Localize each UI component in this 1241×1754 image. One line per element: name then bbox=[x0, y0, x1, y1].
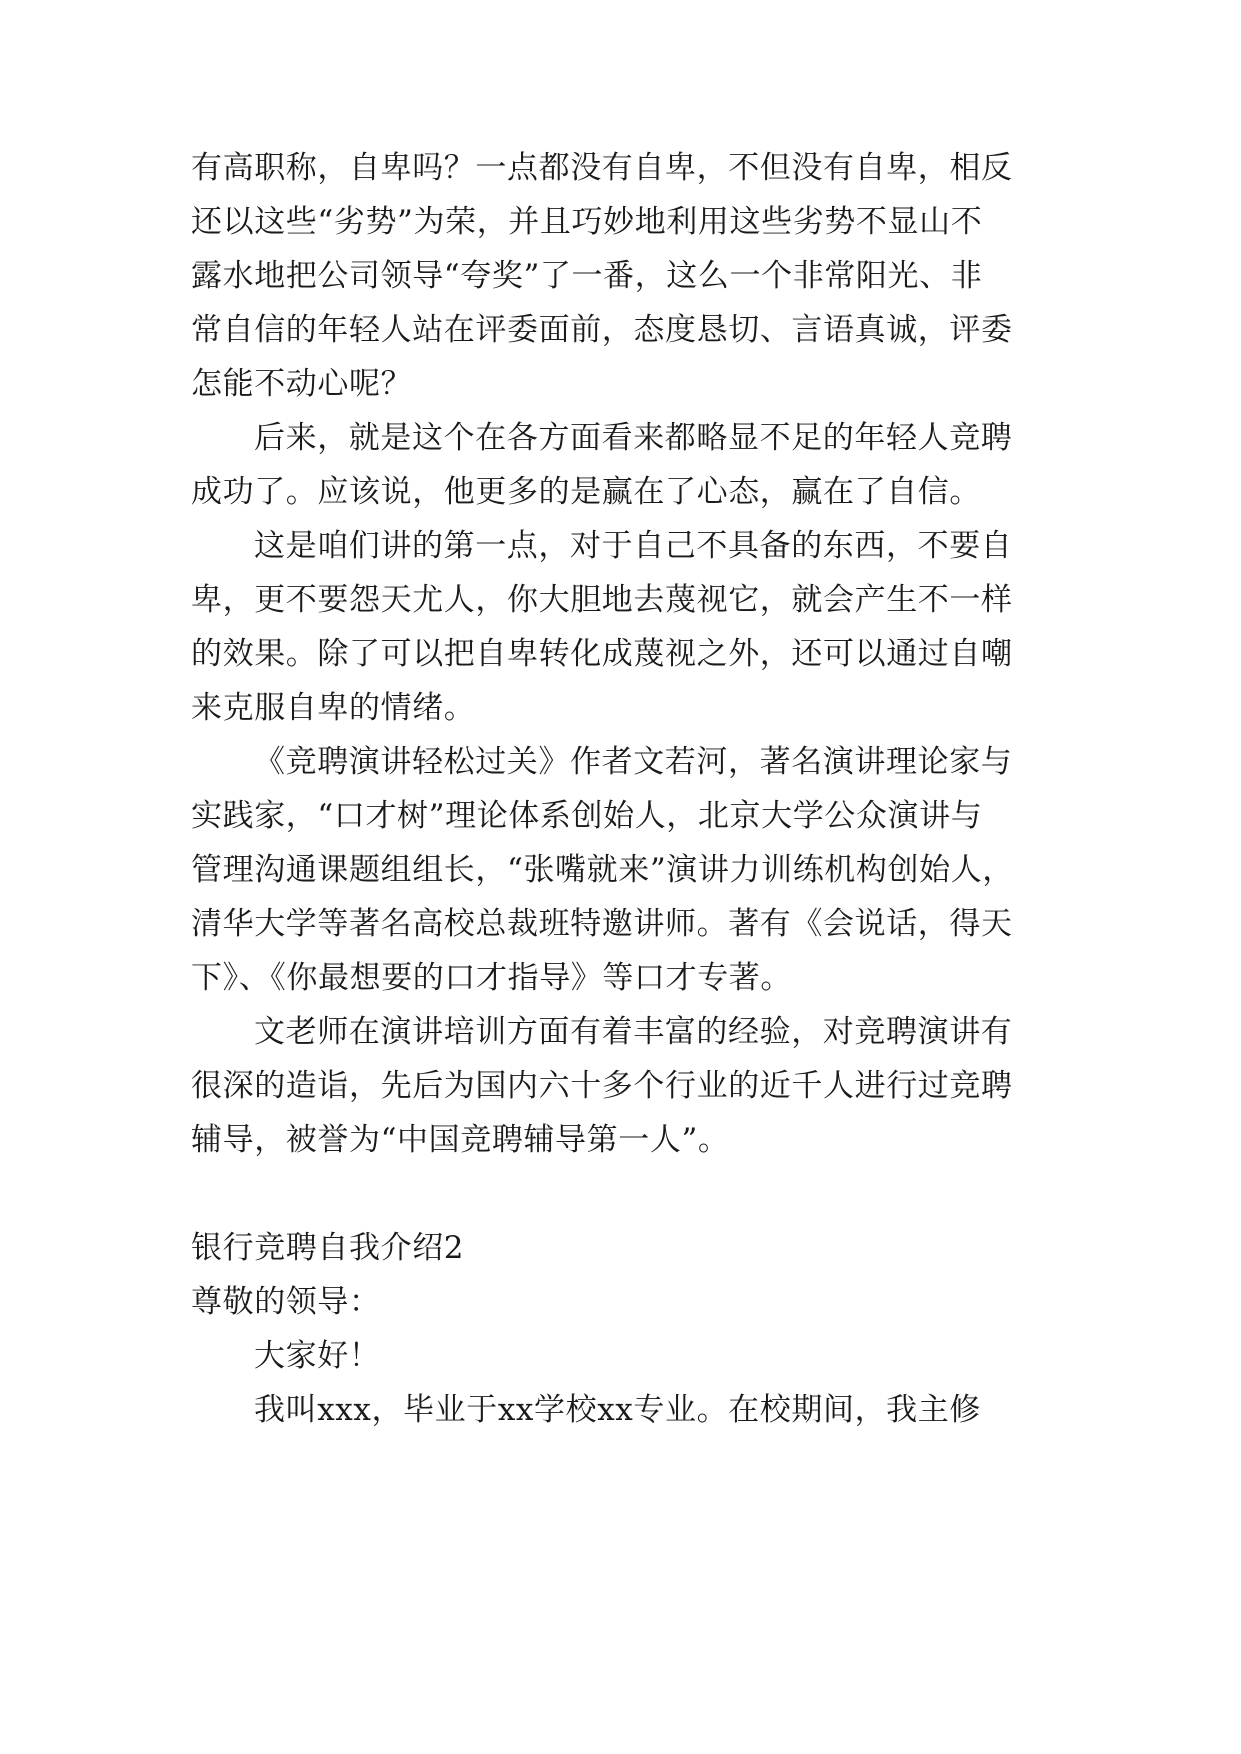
paragraph-line: 这是咱们讲的第一点，对于自己不具备的东西，不要自 bbox=[254, 528, 1013, 564]
salutation: 尊敬的领导： bbox=[191, 1284, 381, 1320]
paragraph-line: 后来，就是这个在各方面看来都略显不足的年轻人竞聘 bbox=[254, 420, 1013, 456]
paragraph-line: 露水地把公司领导“夸奖”了一番，这么一个非常阳光、非 bbox=[191, 258, 983, 294]
paragraph-line: 辅导，被誉为“中国竞聘辅导第一人”。 bbox=[191, 1122, 730, 1158]
paragraph-line: 还以这些“劣势”为荣，并且巧妙地利用这些劣势不显山不 bbox=[191, 204, 983, 240]
paragraph-line: 有高职称，自卑吗？一点都没有自卑，不但没有自卑，相反 bbox=[191, 150, 1013, 186]
paragraph-line: 《竞聘演讲轻松过关》作者文若河，著名演讲理论家与 bbox=[254, 744, 1013, 780]
paragraph-line: 下》、《你最想要的口才指导》等口才专著。 bbox=[191, 960, 792, 996]
paragraph-line: 怎能不动心呢？ bbox=[191, 366, 413, 402]
paragraph-line: 卑，更不要怨天尤人，你大胆地去蔑视它，就会产生不一样 bbox=[191, 582, 1013, 618]
paragraph-line: 管理沟通课题组组长，“张嘴就来”演讲力训练机构创始人， bbox=[191, 852, 1014, 888]
paragraph-line: 文老师在演讲培训方面有着丰富的经验，对竞聘演讲有 bbox=[254, 1014, 1013, 1050]
paragraph-line: 来克服自卑的情绪。 bbox=[191, 690, 476, 726]
greeting: 大家好！ bbox=[254, 1338, 381, 1374]
paragraph-line: 的效果。除了可以把自卑转化成蔑视之外，还可以通过自嘲 bbox=[191, 636, 1013, 672]
paragraph-line: 常自信的年轻人站在评委面前，态度恳切、言语真诚，评委 bbox=[191, 312, 1013, 348]
paragraph-line: 实践家，“口才树”理论体系创始人，北京大学公众演讲与 bbox=[191, 798, 983, 834]
paragraph-line: 清华大学等著名高校总裁班特邀讲师。著有《会说话，得天 bbox=[191, 906, 1013, 942]
paragraph-line: 我叫xxx，毕业于xx学校xx专业。在校期间，我主修 bbox=[254, 1392, 981, 1428]
section-title: 银行竞聘自我介绍2 bbox=[191, 1230, 465, 1266]
paragraph-line: 很深的造诣，先后为国内六十多个行业的近千人进行过竞聘 bbox=[191, 1068, 1013, 1104]
paragraph-line: 成功了。应该说，他更多的是赢在了心态，赢在了自信。 bbox=[191, 474, 981, 510]
